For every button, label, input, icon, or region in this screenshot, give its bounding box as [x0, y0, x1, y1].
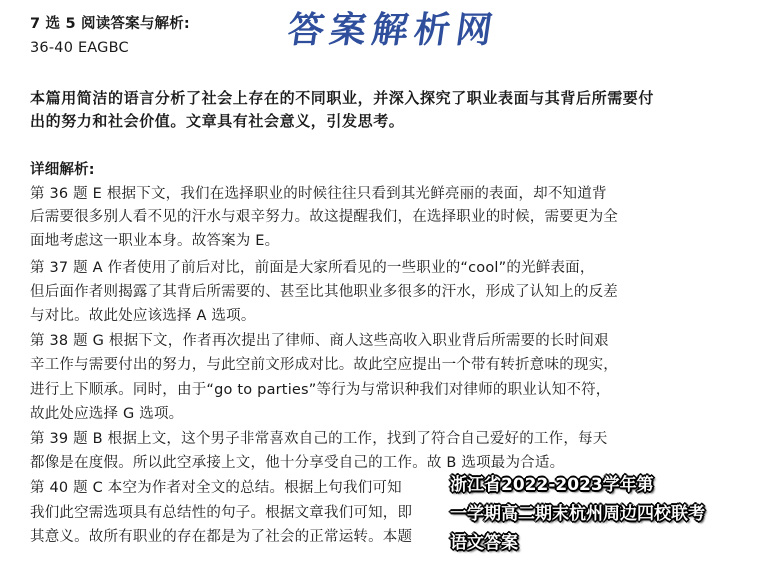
detail-line: 第 38 题 G 根据下文，作者再次提出了律师、商人这些高收入职业背后所需要的长时间艰 — [30, 333, 609, 349]
detail-line: 第 36 题 E 根据下文，我们在选择职业的时候往往只看到其光鲜亮丽的表面，却不知道背 — [30, 186, 607, 202]
overlay-title-line-1: 浙江省2022-2023学年第 — [450, 475, 654, 495]
watermark-logo: 答案解析网 — [285, 9, 501, 51]
detail-line: 面地考虑这一职业本身。故答案为 E。 — [30, 233, 280, 249]
detail-line: 进行上下顺承。同时，由于“go to parties”等行为与常识种我们对律师的职业认知不符， — [30, 382, 611, 398]
detail-line: 第 40 题 C 本空为作者对全文的总结。根据上句我们可知 — [30, 480, 402, 496]
summary-line-1: 本篇用简洁的语言分析了社会上存在的不同职业，并深入探究了职业表面与其背后所需要付 — [30, 89, 655, 107]
answer-key: 36-40 EAGBC — [30, 40, 129, 56]
detail-line: 其意义。故所有职业的存在都是为了社会的正常运转。本题 — [30, 529, 413, 545]
detail-line: 故此处应选择 G 选项。 — [30, 406, 184, 422]
overlay-title-line-3: 语文答案 — [450, 533, 518, 553]
detail-line: 我们此空需选项具有总结性的句子。根据文章我们可知，即 — [30, 505, 413, 521]
detail-line: 第 37 题 A 作者使用了前后对比，前面是大家所看见的一些职业的“cool”的光鲜表面， — [30, 260, 595, 276]
detail-line: 都像是在度假。所以此空承接上文，他十分享受自己的工作。故 B 选项最为合适。 — [30, 455, 565, 471]
overlay-title-line-2: 一学期高二期末杭州周边四校联考 — [450, 504, 705, 524]
summary-line-2: 出的努力和社会价值。文章具有社会意义，引发思考。 — [30, 112, 405, 130]
detail-line: 辛工作与需要付出的努力，与此空前文形成对比。故此空应提出一个带有转折意味的现实， — [30, 357, 618, 373]
detail-heading: 详细解析: — [30, 162, 95, 178]
detail-line: 与对比。故此处应该选择 A 选项。 — [30, 308, 256, 324]
detail-line: 第 39 题 B 根据上文，这个男子非常喜欢自己的工作，找到了符合自己爱好的工作，每天 — [30, 431, 608, 447]
section-heading: 7 选 5 阅读答案与解析: — [30, 16, 190, 32]
detail-line: 后需要很多别人看不见的汗水与艰辛努力。故这提醒我们，在选择职业的时候，需要更为全 — [30, 209, 618, 225]
detail-line: 但后面作者则揭露了其背后所需要的、甚至比其他职业多很多的汗水，形成了认知上的反差 — [30, 284, 618, 300]
